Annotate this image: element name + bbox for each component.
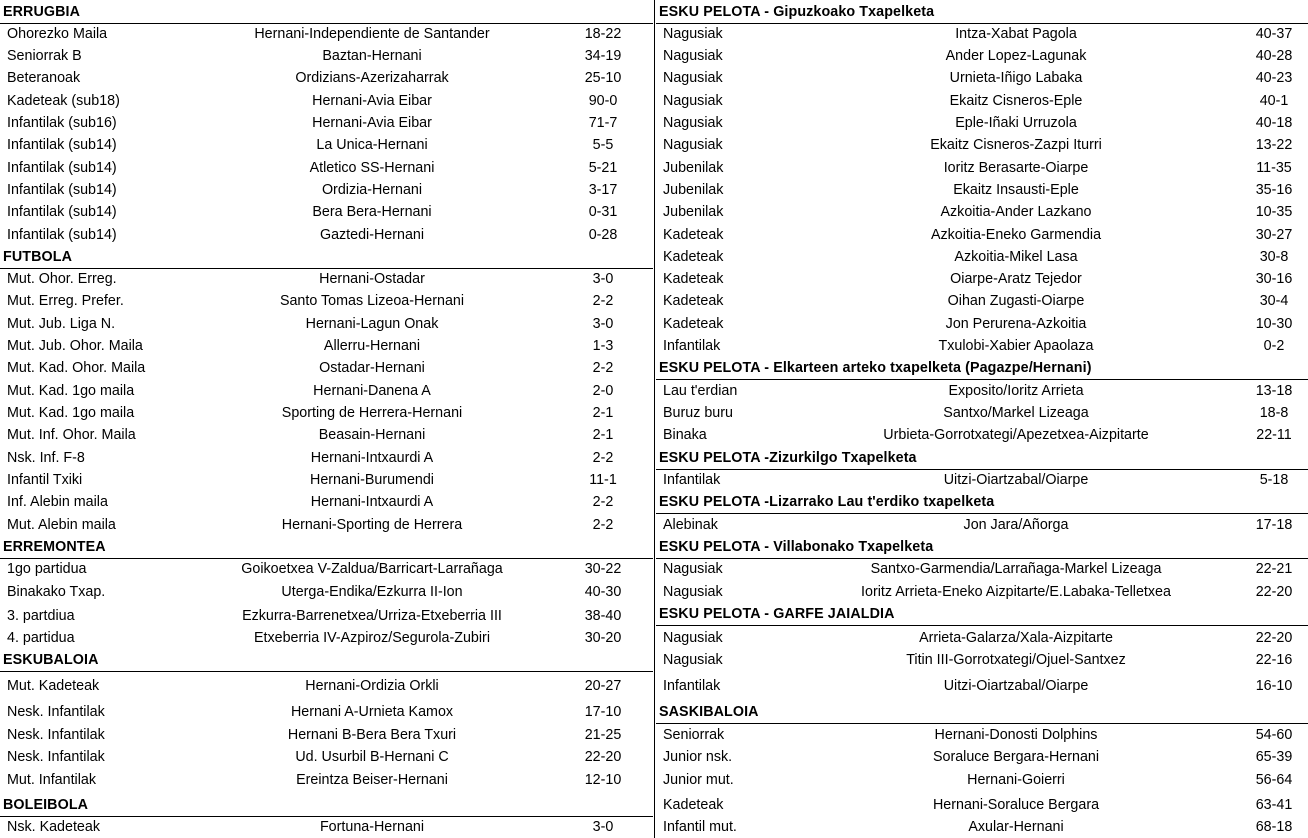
category-cell: Nesk. Infantilak [7,704,105,720]
match-cell: Eple-Iñaki Urruzola [955,115,1077,131]
match-cell: Hernani-Danena A [313,383,431,399]
result-row [0,313,653,335]
category-cell: Infantilak [663,472,721,488]
category-cell: Mut. Kad. Ohor. Maila [7,360,146,376]
category-cell: 3. partdiua [7,608,75,624]
score-cell: 17-10 [584,704,622,720]
score-cell: 71-7 [588,115,618,131]
section-header-esku-pelota-lizarrako-lau-t-erdiko-txapelketa [656,491,1308,514]
result-row [656,649,1308,671]
result-row [0,469,653,491]
score-cell: 18-8 [1259,405,1289,421]
match-cell: Santo Tomas Lizeoa-Hernani [279,293,465,309]
match-cell: Santxo/Markel Lizeaga [943,405,1089,421]
score-cell: 1-3 [592,338,614,354]
score-cell: 0-28 [588,227,618,243]
score-cell: 2-0 [592,383,614,399]
match-cell: Beasain-Hernani [318,427,426,443]
category-cell: Mut. Inf. Ohor. Maila [7,427,136,443]
match-cell: Soraluce Bergara-Hernani [932,749,1100,765]
result-row [656,201,1308,223]
section-header-esku-pelota-garfe-jaialdia [656,603,1308,626]
match-cell: Uitzi-Oiartzabal/Oiarpe [943,472,1089,488]
result-row [0,112,653,134]
match-cell: Bera Bera-Hernani [312,204,432,220]
score-cell: 2-2 [592,293,614,309]
score-cell: 5-21 [588,160,618,176]
section-title: SASKIBALOIA [659,704,759,720]
result-row [656,90,1308,112]
category-cell: Infantilak (sub14) [7,182,117,198]
result-row [656,67,1308,89]
score-cell: 30-8 [1259,249,1289,265]
result-row [0,179,653,201]
category-cell: Infantilak (sub14) [7,204,117,220]
match-cell: Ioritz Arrieta-Eneko Aizpitarte/E.Labaka-Telletxea [861,584,1171,600]
category-cell: Nsk. Kadeteak [7,819,100,835]
score-cell: 2-1 [592,405,614,421]
result-row [0,134,653,156]
result-row [0,201,653,223]
score-cell: 3-17 [588,182,618,198]
category-cell: Buruz buru [663,405,733,421]
category-cell: 1go partidua [7,561,87,577]
category-cell: Kadeteak (sub18) [7,93,120,109]
score-cell: 40-23 [1255,70,1293,86]
category-cell: Infantilak (sub14) [7,137,117,153]
result-row [0,514,653,536]
result-row [656,246,1308,268]
category-cell: Binakako Txap. [7,584,106,600]
category-cell: Ohorezko Maila [7,26,108,42]
match-cell: Hernani B-Bera Bera Txuri [287,727,457,743]
match-cell: Hernani-Intxaurdi A [310,450,434,466]
result-row [0,380,653,402]
section-header-futbola [0,246,653,269]
match-cell: Hernani-Soraluce Bergara [932,797,1100,813]
category-cell: Infantilak (sub14) [7,160,117,176]
category-cell: Infantilak [663,338,721,354]
score-cell: 13-18 [1255,383,1293,399]
result-row [656,769,1308,791]
match-cell: Ekaitz Cisneros-Eple [949,93,1083,109]
result-row [0,447,653,469]
result-row [0,90,653,112]
score-cell: 40-1 [1259,93,1289,109]
match-cell: Hernani A-Urnieta Kamox [290,704,454,720]
category-cell: Infantilak (sub16) [7,115,117,131]
result-row [656,514,1308,536]
category-cell: Nesk. Infantilak [7,727,105,743]
match-cell: Ioritz Berasarte-Oiarpe [943,160,1089,176]
result-row [656,290,1308,312]
category-cell: Kadeteak [663,249,724,265]
match-cell: La Unica-Hernani [316,137,428,153]
score-cell: 16-10 [1255,678,1293,694]
column-divider [654,0,655,838]
match-cell: Hernani-Lagun Onak [305,316,439,332]
match-cell: Fortuna-Hernani [319,819,425,835]
match-cell: Hernani-Goierri [967,772,1065,788]
score-cell: 21-25 [584,727,622,743]
category-cell: Lau t'erdian [663,383,738,399]
category-cell: Kadeteak [663,797,724,813]
score-cell: 65-39 [1255,749,1293,765]
match-cell: Ud. Usurbil B-Hernani C [295,749,449,765]
section-title: ESKU PELOTA -Zizurkilgo Txapelketa [659,450,917,466]
category-cell: Infantil Txiki [7,472,83,488]
score-cell: 30-20 [584,630,622,646]
category-cell: Kadeteak [663,293,724,309]
match-cell: Atletico SS-Hernani [309,160,435,176]
result-row [656,424,1308,446]
result-row [0,268,653,290]
category-cell: Nagusiak [663,70,723,86]
category-cell: Nagusiak [663,584,723,600]
score-cell: 3-0 [592,271,614,287]
category-cell: Nagusiak [663,115,723,131]
match-cell: Goikoetxea V-Zaldua/Barricart-Larrañaga [241,561,503,577]
match-cell: Txulobi-Xabier Apaolaza [938,338,1094,354]
match-cell: Baztan-Hernani [322,48,422,64]
score-cell: 25-10 [584,70,622,86]
result-row [0,581,653,603]
result-row [656,335,1308,357]
result-row [656,134,1308,156]
score-cell: 38-40 [584,608,622,624]
score-cell: 10-35 [1255,204,1293,220]
score-cell: 3-0 [592,316,614,332]
category-cell: Infantilak (sub14) [7,227,117,243]
score-cell: 22-11 [1256,427,1292,443]
section-title: ERRUGBIA [3,4,81,20]
match-cell: Uterga-Endika/Ezkurra II-Ion [281,584,463,600]
score-cell: 34-19 [584,48,622,64]
result-row [0,290,653,312]
match-cell: Ereintza Beiser-Hernani [296,772,448,788]
result-row [0,701,653,723]
match-cell: Azkoitia-Mikel Lasa [954,249,1078,265]
match-cell: Titin III-Gorrotxategi/Ojuel-Santxez [906,652,1126,668]
match-cell: Hernani-Intxaurdi A [310,494,434,510]
result-row [656,112,1308,134]
category-cell: Nagusiak [663,48,723,64]
category-cell: Infantilak [663,678,721,694]
score-cell: 10-30 [1255,316,1293,332]
score-cell: 11-35 [1256,160,1292,176]
score-cell: 35-16 [1255,182,1293,198]
score-cell: 30-4 [1259,293,1289,309]
score-cell: 17-18 [1255,517,1293,533]
score-cell: 22-16 [1255,652,1293,668]
category-cell: Infantil mut. [663,819,737,835]
section-title: FUTBOLA [3,249,72,265]
result-row [0,675,653,697]
score-cell: 3-0 [592,819,614,835]
match-cell: Etxeberria IV-Azpiroz/Segurola-Zubiri [254,630,490,646]
result-row [0,23,653,45]
category-cell: Inf. Alebin maila [7,494,108,510]
score-cell: 5-5 [592,137,614,153]
score-cell: 20-27 [584,678,622,694]
category-cell: Mut. Erreg. Prefer. [7,293,124,309]
section-title: BOLEIBOLA [3,797,89,813]
section-header-esku-pelota-gipuzkoako-txapelketa [656,1,1308,24]
score-cell: 22-20 [1255,630,1293,646]
result-row [0,769,653,791]
score-cell: 2-2 [592,494,614,510]
category-cell: Kadeteak [663,227,724,243]
match-cell: Hernani-Ostadar [319,271,425,287]
result-row [656,746,1308,768]
score-cell: 12-10 [584,772,622,788]
section-header-saskibaloia [656,701,1308,724]
result-row [656,469,1308,491]
result-row [656,675,1308,697]
match-cell: Ostadar-Hernani [319,360,425,376]
result-row [0,746,653,768]
score-cell: 90-0 [588,93,618,109]
result-row [0,224,653,246]
category-cell: Mut. Jub. Liga N. [7,316,116,332]
result-row [0,605,653,627]
category-cell: Nagusiak [663,26,723,42]
result-row [656,380,1308,402]
result-row [656,558,1308,580]
section-title: ESKU PELOTA -Lizarrako Lau t'erdiko txapelketa [659,494,995,510]
section-header-esku-pelota-zizurkilgo-txapelketa [656,447,1308,470]
match-cell: Hernani-Burumendi [310,472,434,488]
result-row [656,45,1308,67]
result-row [656,816,1308,838]
match-cell: Gaztedi-Hernani [319,227,425,243]
section-title: ESKU PELOTA - Villabonako Txapelketa [659,539,934,555]
category-cell: Kadeteak [663,316,724,332]
result-row [0,816,653,838]
match-cell: Sporting de Herrera-Hernani [281,405,463,421]
score-cell: 2-1 [592,427,614,443]
category-cell: Mut. Ohor. Erreg. [7,271,117,287]
category-cell: Kadeteak [663,271,724,287]
match-cell: Santxo-Garmendia/Larrañaga-Markel Lizeaga [870,561,1162,577]
score-cell: 68-18 [1255,819,1293,835]
score-cell: 13-22 [1255,137,1293,153]
section-title: ESKU PELOTA - Gipuzkoako Txapelketa [659,4,935,20]
match-cell: Ander Lopez-Lagunak [945,48,1087,64]
result-row [0,45,653,67]
match-cell: Ekaitz Insausti-Eple [953,182,1079,198]
score-cell: 40-18 [1255,115,1293,131]
section-header-erremontea [0,536,653,559]
score-cell: 56-64 [1255,772,1293,788]
match-cell: Exposito/Ioritz Arrieta [948,383,1084,399]
result-row [0,491,653,513]
category-cell: Junior nsk. [663,749,733,765]
match-cell: Allerru-Hernani [323,338,421,354]
score-cell: 2-2 [592,517,614,533]
category-cell: Binaka [663,427,707,443]
score-cell: 22-20 [584,749,622,765]
result-row [656,313,1308,335]
section-title: ESKUBALOIA [3,652,99,668]
category-cell: Nagusiak [663,561,723,577]
result-row [0,558,653,580]
match-cell: Jon Perurena-Azkoitia [945,316,1087,332]
section-header-esku-pelota-elkarteen-arteko-txapelketa-pagazpe-hernani [656,357,1308,380]
score-cell: 40-30 [584,584,622,600]
match-cell: Axular-Hernani [968,819,1064,835]
section-title: ERREMONTEA [3,539,106,555]
result-row [656,581,1308,603]
result-row [0,335,653,357]
score-cell: 63-41 [1255,797,1293,813]
category-cell: Alebinak [663,517,718,533]
category-cell: Mut. Infantilak [7,772,96,788]
section-header-eskubaloia [0,649,653,672]
result-row [656,402,1308,424]
score-cell: 40-28 [1255,48,1293,64]
score-cell: 2-2 [592,450,614,466]
match-cell: Intza-Xabat Pagola [955,26,1077,42]
category-cell: Nagusiak [663,137,723,153]
result-row [0,424,653,446]
match-cell: Ordizia-Hernani [321,182,423,198]
section-header-errugbia [0,1,653,24]
section-title: ESKU PELOTA - Elkarteen arteko txapelketa (Pagazpe/Hernani) [659,360,1092,376]
score-cell: 2-2 [592,360,614,376]
category-cell: Beteranoak [7,70,81,86]
result-row [656,627,1308,649]
score-cell: 18-22 [584,26,622,42]
section-title: ESKU PELOTA - GARFE JAIALDIA [659,606,895,622]
category-cell: Mut. Kadeteak [7,678,100,694]
score-cell: 5-18 [1259,472,1289,488]
result-row [656,268,1308,290]
match-cell: Azkoitia-Ander Lazkano [940,204,1092,220]
match-cell: Urnieta-Iñigo Labaka [949,70,1083,86]
score-cell: 54-60 [1255,727,1293,743]
result-row [656,179,1308,201]
score-cell: 0-31 [588,204,618,220]
category-cell: 4. partidua [7,630,75,646]
match-cell: Ordizians-Azerizaharrak [295,70,449,86]
result-row [656,23,1308,45]
category-cell: Nagusiak [663,652,723,668]
result-row [0,67,653,89]
match-cell: Jon Jara/Añorga [963,517,1069,533]
match-cell: Hernani-Avia Eibar [312,115,432,131]
category-cell: Nesk. Infantilak [7,749,105,765]
result-row [656,224,1308,246]
result-row [656,157,1308,179]
score-cell: 30-22 [584,561,622,577]
match-cell: Oihan Zugasti-Oiarpe [947,293,1085,309]
match-cell: Hernani-Ordizia Orkli [305,678,439,694]
result-row [0,357,653,379]
match-cell: Urbieta-Gorrotxategi/Apezetxea-Aizpitarte [883,427,1149,443]
match-cell: Uitzi-Oiartzabal/Oiarpe [943,678,1089,694]
result-row [0,402,653,424]
result-row [0,724,653,746]
match-cell: Hernani-Sporting de Herrera [281,517,463,533]
score-cell: 40-37 [1255,26,1293,42]
category-cell: Seniorrak B [7,48,82,64]
match-cell: Hernani-Avia Eibar [312,93,432,109]
category-cell: Junior mut. [663,772,734,788]
result-row [0,157,653,179]
category-cell: Jubenilak [663,160,724,176]
category-cell: Seniorrak [663,727,725,743]
score-cell: 30-16 [1255,271,1293,287]
match-cell: Hernani-Independiente de Santander [254,26,490,42]
category-cell: Jubenilak [663,204,724,220]
category-cell: Nagusiak [663,630,723,646]
match-cell: Oiarpe-Aratz Tejedor [950,271,1082,287]
match-cell: Ekaitz Cisneros-Zazpi Iturri [930,137,1102,153]
match-cell: Arrieta-Galarza/Xala-Aizpitarte [919,630,1113,646]
result-row [0,627,653,649]
category-cell: Jubenilak [663,182,724,198]
match-cell: Azkoitia-Eneko Garmendia [930,227,1102,243]
result-row [656,794,1308,816]
match-cell: Ezkurra-Barrenetxea/Urriza-Etxeberria III [242,608,502,624]
section-header-boleibola [0,794,653,817]
category-cell: Mut. Jub. Ohor. Maila [7,338,143,354]
score-cell: 30-27 [1255,227,1293,243]
score-cell: 22-20 [1255,584,1293,600]
score-cell: 0-2 [1263,338,1285,354]
match-cell: Hernani-Donosti Dolphins [934,727,1098,743]
result-row [656,724,1308,746]
score-cell: 11-1 [589,472,617,488]
section-header-esku-pelota-villabonako-txapelketa [656,536,1308,559]
category-cell: Nsk. Inf. F-8 [7,450,85,466]
score-cell: 22-21 [1255,561,1293,577]
category-cell: Mut. Kad. 1go maila [7,383,135,399]
category-cell: Mut. Kad. 1go maila [7,405,135,421]
category-cell: Nagusiak [663,93,723,109]
category-cell: Mut. Alebin maila [7,517,116,533]
